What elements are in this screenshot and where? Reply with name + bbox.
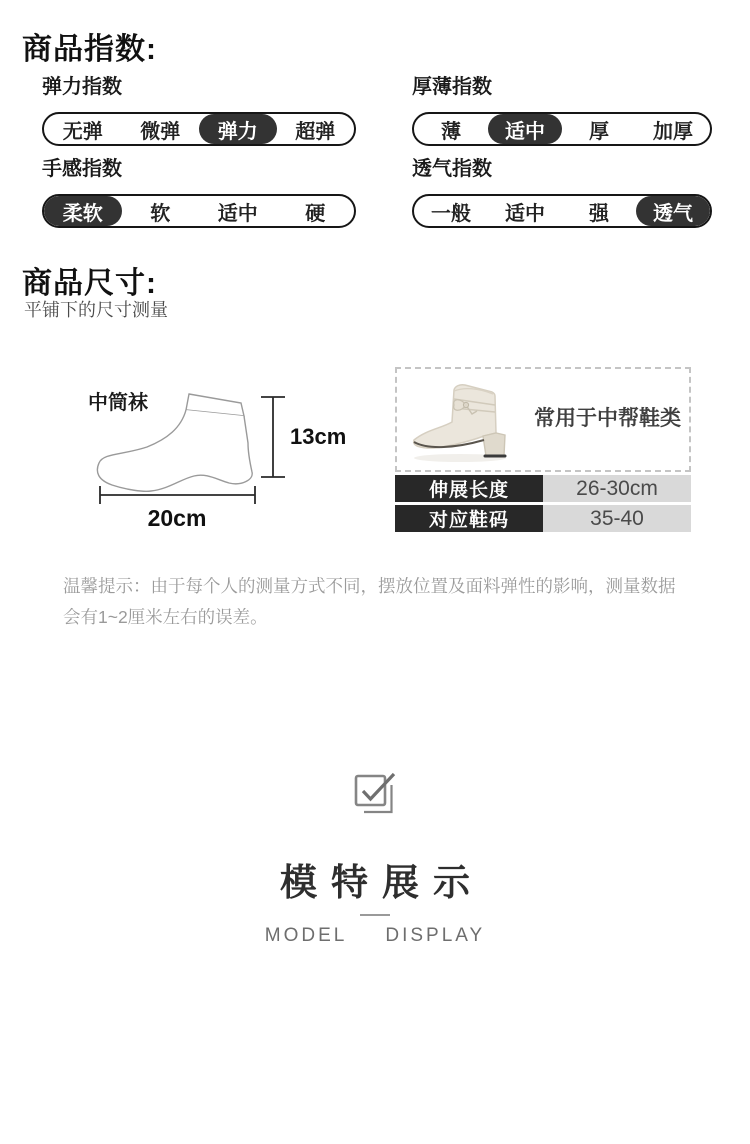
scale-option-selected: 透气: [636, 196, 710, 226]
product-index-heading: 商品指数:: [22, 33, 157, 66]
scale-option: 无弹: [62, 120, 103, 143]
usage-note-text: 常用于中帮鞋类: [534, 407, 681, 430]
scale-option-selected: 柔软: [44, 196, 122, 226]
table-row-label: 伸展长度: [395, 475, 543, 502]
product-size-heading: 商品尺寸:: [22, 267, 157, 300]
table-row-label: 对应鞋码: [395, 505, 543, 532]
table-row-value: 26-30cm: [543, 475, 691, 502]
sock-height-value: 13cm: [290, 424, 347, 449]
size-table: [395, 475, 691, 532]
model-display-title: 模特展示: [280, 862, 484, 903]
scale-option: 加厚: [653, 120, 693, 143]
model-display-subtitle: [0, 925, 750, 947]
index-group-label: 手感指数: [42, 158, 122, 180]
scale-option: 适中: [217, 202, 258, 225]
index-scale-elastic: [42, 112, 356, 146]
tip-line: 温馨提示：由于每个人的测量方式不同，摆放位置及面料弹性的影响，测量数据: [63, 576, 676, 596]
index-group-label: 弹力指数: [42, 76, 122, 98]
scale-option: 软: [150, 202, 171, 225]
scale-option-selected: 适中: [488, 114, 562, 144]
table-row: [395, 475, 691, 502]
table-row-value: 35-40: [543, 505, 691, 532]
measurement-tip: [63, 571, 708, 633]
index-scale-thickness: [412, 112, 712, 146]
table-row: [395, 505, 691, 532]
subtitle-word: MODEL: [264, 925, 348, 946]
ankle-boot-image: [408, 378, 526, 466]
scale-option: 超弹: [295, 120, 336, 143]
scale-option: 一般: [431, 202, 471, 225]
product-size-subtitle: 平铺下的尺寸测量: [24, 300, 168, 320]
index-scale-feel: [42, 194, 356, 228]
index-group-feel: [42, 152, 356, 228]
index-group-label: 透气指数: [412, 158, 492, 180]
scale-option: 硬: [305, 202, 326, 225]
index-scale-breath: [412, 194, 712, 228]
scale-option: 适中: [505, 202, 545, 225]
title-divider: [360, 914, 390, 916]
index-group-breath: [412, 152, 712, 228]
subtitle-word: DISPLAY: [385, 925, 486, 946]
tip-line: 会有1~2厘米左右的误差。: [63, 607, 268, 627]
scale-option: 微弹: [140, 120, 181, 143]
scale-option: 薄: [441, 120, 461, 143]
index-group-label: 厚薄指数: [412, 76, 492, 98]
scale-option: 厚: [589, 120, 609, 143]
scale-option: 强: [589, 202, 609, 225]
checkbox-check-icon: [353, 766, 399, 816]
sock-length-value: 20cm: [147, 505, 207, 531]
height-dimension-line: [261, 397, 285, 477]
index-group-elastic: [42, 70, 356, 146]
scale-option-selected: 弹力: [199, 114, 277, 144]
index-group-thickness: [412, 70, 712, 146]
sock-type-label: 中筒袜: [88, 392, 148, 414]
